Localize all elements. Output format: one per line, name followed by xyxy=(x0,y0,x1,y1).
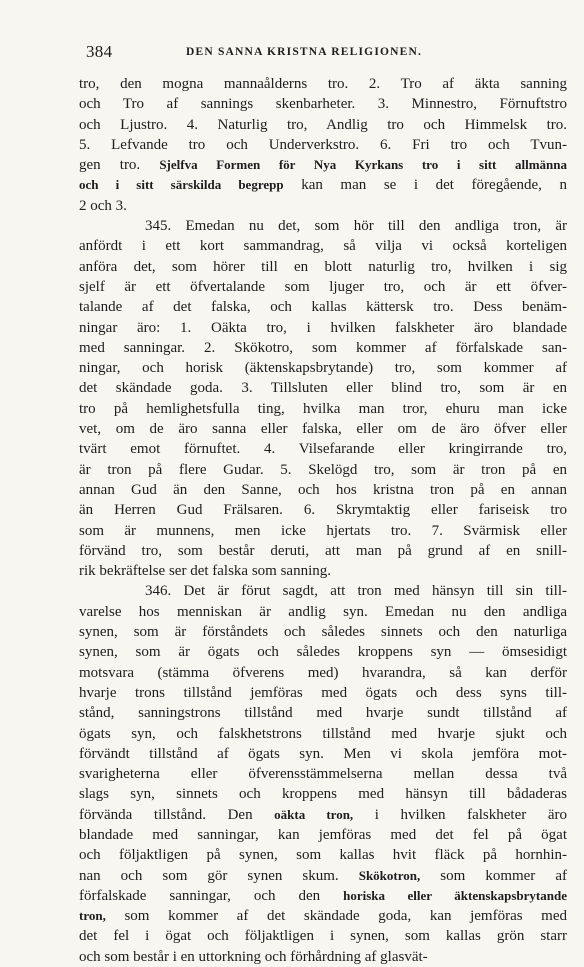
text-line xyxy=(79,115,567,135)
text-line xyxy=(79,581,567,601)
text-segment: varelse hos menniskan är andlig syn. Emedan nu den andliga xyxy=(79,603,567,620)
text-line xyxy=(79,94,567,114)
text-segment: 2 och 3. xyxy=(79,197,127,214)
text-segment: annan Gud än den Sanne, och hos kristna tron på en annan xyxy=(79,481,567,498)
text-line xyxy=(79,135,567,155)
text-segment: och som består i en uttorkning och förhårdning af glasvät- xyxy=(79,948,428,965)
text-segment: blandade med sanningar, kan jemföras med det fel på ögat xyxy=(79,826,567,843)
text-line xyxy=(79,297,567,317)
text-line xyxy=(79,399,567,419)
text-segment: motsvara (stämma öfverens med) hvarandra, så kan derför xyxy=(79,664,567,681)
text-segment: förvänd tro, som består deruti, att man på grund af en snill- xyxy=(79,542,567,559)
text-segment: 5. Lefvande tro och Underverkstro. 6. Fri tro och Tvun- xyxy=(79,136,567,153)
text-segment: tro, den mogna mannaålderns tro. 2. Tro af äkta sanning xyxy=(79,76,567,92)
text-line xyxy=(79,784,567,804)
text-line xyxy=(79,866,567,886)
text-line xyxy=(79,216,567,236)
bold-text-segment: Skökotron, xyxy=(358,867,421,883)
text-line xyxy=(79,602,567,622)
text-line xyxy=(79,236,567,256)
text-line xyxy=(79,419,567,439)
bold-text-segment: och i sitt särskilda begrepp xyxy=(79,177,284,193)
text-segment: rik bekräftelse ser det falska som sanning. xyxy=(79,563,332,580)
text-segment: det fel i ögat och följaktligen i synen, som kallas grön starr xyxy=(79,928,567,945)
text-segment: anfördt i ett kort sammandrag, så vilja vi också korteligen xyxy=(79,238,567,255)
text-segment: förfalskade sanningar, och den xyxy=(79,887,344,904)
text-line xyxy=(79,521,567,541)
text-segment: och följaktligen på synen, som kallas hvit fläck på hornhin- xyxy=(79,847,567,864)
text-segment: och Tro af sannings skenbarheter. 3. Minnestro, Förnuftstro xyxy=(79,96,567,113)
text-line xyxy=(79,845,567,865)
text-segment: synen, som är förståndets och således sinnets och den naturliga xyxy=(79,624,567,641)
text-line xyxy=(79,825,567,845)
text-line xyxy=(79,378,567,398)
text-segment: talande af det falska, och kallas kättersk tro. Dess benäm- xyxy=(79,299,567,316)
text-segment: som är munnens, men icke hjertats tro. 7. Svärmisk eller xyxy=(79,522,567,539)
text-segment: svarigheterna eller öfverensstämmelserna mellan dessa två xyxy=(79,766,567,783)
text-line xyxy=(79,622,567,642)
text-segment: som kommer af xyxy=(420,867,567,884)
text-line xyxy=(79,155,567,175)
text-line xyxy=(79,257,567,277)
text-line xyxy=(79,338,567,358)
text-segment: stånd, sanningstrons tillstånd med hvarje sundt tillstånd af xyxy=(79,705,567,722)
text-line xyxy=(79,318,567,338)
bold-text-segment: tron, xyxy=(79,908,106,924)
text-line xyxy=(79,906,567,926)
text-line xyxy=(79,947,567,967)
bold-text-segment: Sjelfva Formen för Nya Kyrkans tro i sitt allmänna xyxy=(159,157,568,173)
text-line xyxy=(79,683,567,703)
text-segment: 346. Det är förut sagdt, att tron med hänsyn till sin till- xyxy=(145,583,567,600)
text-line xyxy=(79,175,567,195)
text-line xyxy=(79,500,567,520)
text-segment: det skändade goda. 3. Tillsluten eller blind tro, som är en xyxy=(79,380,567,397)
text-segment: synen, som är ögats och således kroppens syn — ömsesidigt xyxy=(79,644,567,661)
text-segment: i hvilken falskheter äro xyxy=(353,806,567,823)
text-line xyxy=(79,439,567,459)
text-segment: som kommer af det skändade goda, kan jemföras med xyxy=(105,908,567,925)
text-line xyxy=(79,541,567,561)
text-segment: hvarje trons tillstånd jemföras med ögats och dess syns till- xyxy=(79,684,567,701)
text-line xyxy=(79,724,567,744)
text-line xyxy=(79,277,567,297)
text-line xyxy=(79,886,567,906)
text-segment: kan man se i det föregående, n xyxy=(283,177,568,194)
text-line xyxy=(79,703,567,723)
text-segment: tvärt emot förnuftet. 4. Vilsefarande eller kringirrande tro, xyxy=(79,441,567,458)
bold-text-segment: horiska eller äktenskapsbrytande xyxy=(343,887,567,903)
text-line xyxy=(79,642,567,662)
text-segment: tro på hemlighetsfulla ting, hvilka man tror, ehuru man icke xyxy=(79,400,567,417)
text-line xyxy=(79,764,567,784)
text-line xyxy=(79,805,567,825)
text-segment: förvända tillstånd. Den xyxy=(79,806,275,823)
text-segment: anföra det, som hörer till en blott naturlig tro, hvilken i sig xyxy=(79,258,567,275)
text-line xyxy=(79,358,567,378)
text-line xyxy=(79,74,567,94)
text-segment: förvändt tillstånd af ögats syn. Men vi skola jemföra mot- xyxy=(79,745,567,762)
running-head: DEN SANNA KRISTNA RELIGIONEN. xyxy=(186,46,423,58)
bold-text-segment: oäkta tron, xyxy=(274,806,354,822)
text-line xyxy=(79,926,567,946)
text-line xyxy=(79,460,567,480)
text-segment: ögats syn, och falskhetstrons tillstånd med hvarje sjukt och xyxy=(79,725,567,742)
text-segment: ningar, och horisk (äktenskapsbrytande) tro, som kommer af xyxy=(79,360,567,377)
text-segment: med sanningar. 2. Skökotro, som kommer af förfalskade san- xyxy=(79,339,567,356)
text-segment: nan och som gör synen skum. xyxy=(79,867,359,884)
text-line xyxy=(79,561,567,581)
text-line xyxy=(79,663,567,683)
text-segment: ningar äro: 1. Oäkta tro, i hvilken falskheter äro blandade xyxy=(79,319,567,336)
text-segment: gen tro. xyxy=(79,157,160,174)
text-line xyxy=(79,744,567,764)
body-text xyxy=(79,74,567,967)
text-segment: sjelf är ett öfvertalande som ljuger tro, och är ett öfver- xyxy=(79,278,567,295)
page-number: 384 xyxy=(86,42,113,61)
text-segment: vet, om de äro sanna eller falska, eller om de äro öfver eller xyxy=(79,421,567,438)
text-segment: och Ljustro. 4. Naturlig tro, Andlig tro och Himmelsk tro. xyxy=(79,116,567,133)
text-line xyxy=(79,480,567,500)
text-segment: än Herren Gud Frälsaren. 6. Skrymtaktig eller fariseisk tro xyxy=(79,502,567,519)
text-segment: är tron på flere Gudar. 5. Skelögd tro, som är tron på en xyxy=(79,461,567,478)
text-segment: 345. Emedan nu det, som hör till den andliga tron, är xyxy=(145,218,567,235)
text-segment: slags syn, sinnets och kroppens med hänsyn till bådaderas xyxy=(79,786,567,803)
text-line xyxy=(79,196,567,216)
